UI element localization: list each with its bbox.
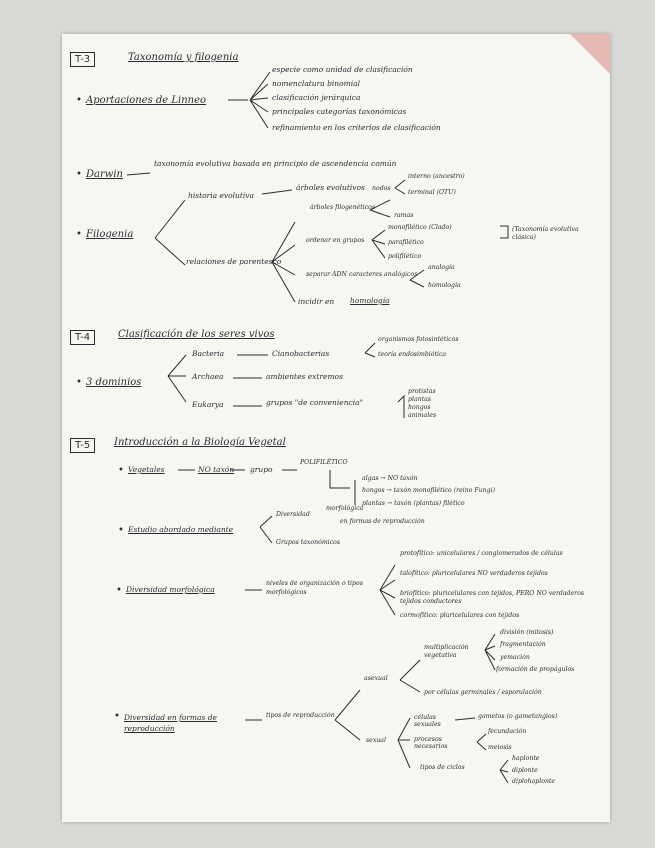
- briofitico: briofítico: pluricelulares con tejidos, PERO NO verdaderos tejidos conductores: [400, 590, 585, 606]
- fragmentacion: fragmentación: [500, 641, 546, 648]
- taxonomia-cladistica: (Taxonomía evolutiva clásica): [512, 226, 579, 242]
- bullet: •: [118, 465, 124, 476]
- polifiletico: polifilético: [388, 253, 422, 260]
- grupos-conveniencia: grupos "de conveniencia": [266, 398, 364, 407]
- dominios-label: 3 dominios: [86, 377, 142, 388]
- parafiletico: parafilético: [388, 239, 424, 246]
- gametos: gametos (o gametangios): [478, 713, 558, 720]
- organismos-fotosinteticos: organismos fotosintéticos: [378, 336, 459, 343]
- bullet: •: [116, 585, 122, 596]
- bullet: •: [118, 525, 124, 536]
- bullet: •: [76, 377, 82, 388]
- historia-evolutiva: historia evolutiva: [188, 191, 254, 200]
- diplonte: diplonte: [512, 767, 538, 774]
- tipos-reproduccion: tipos de reproducción: [266, 712, 335, 719]
- no-taxon: NO taxón: [198, 465, 235, 474]
- polifiletico-t5: POLIFILÉTICO: [300, 459, 348, 466]
- talofitico: talofítico: pluricelulares NO verdaderos tejidos: [400, 570, 548, 577]
- celulas-germinales: por células germinales / esporulación: [424, 689, 542, 696]
- nodo-terminal: terminal (OTU): [408, 189, 456, 196]
- estudio-label: Estudio abordado mediante: [128, 525, 234, 534]
- formacion-propagulos: formación de propágulos: [496, 666, 575, 673]
- celulas-sexuales: células sexuales: [414, 714, 441, 729]
- arboles-evolutivos: árboles evolutivos: [296, 183, 365, 192]
- diversidad: Diversidad: [276, 511, 310, 518]
- hongos-t5: hongos → taxón monofilético (reino Fungi): [362, 487, 496, 494]
- niveles-organizacion: niveles de organización o tipos morfológicos: [266, 580, 363, 596]
- algas: algas → NO taxón: [362, 475, 418, 482]
- bullet: •: [76, 169, 82, 180]
- darwin-text: taxonomía evolutiva basada en principio de ascendencia común: [154, 159, 397, 168]
- teoria-endosimbiotica: teoría endosimbiótica: [378, 351, 447, 358]
- section-label-t5: T-5: [70, 438, 95, 453]
- grupos-taxonomicos: Grupos taxonómicos: [276, 539, 341, 546]
- ramas: ramas: [394, 212, 414, 219]
- bullet: •: [76, 95, 82, 106]
- incidir-en: incidir en: [298, 297, 335, 306]
- section-title-t4: Clasificación de los seres vivos: [118, 329, 275, 340]
- section-title-t5: Introducción a la Biología Vegetal: [114, 437, 286, 448]
- haplonte: haplonte: [512, 755, 540, 762]
- cormofitico: cormofítico: pluricelulares con tejidos: [400, 612, 520, 619]
- formas-reproduccion: en formas de reproducción: [340, 518, 425, 525]
- nodo-interno: interno (ancestro): [408, 173, 465, 180]
- homologia-underlined: homología: [350, 296, 390, 305]
- vegetales: Vegetales: [128, 465, 165, 474]
- separar-caracteres: separar ADN caracteres analógicos: [306, 271, 418, 278]
- meiosis: meiosis: [488, 744, 512, 751]
- sexual: sexual: [366, 737, 386, 744]
- diversidad-reproduccion: Diversidad en formas de reproducción: [124, 713, 217, 734]
- nodos: nodos: [372, 185, 391, 192]
- ordenar-grupos: ordenar en grupos: [306, 237, 365, 244]
- homologia: homología: [428, 282, 461, 289]
- protofitico: protofítico: unicelulares / conglomerados de células: [400, 550, 563, 557]
- diplohaplonte: diplohaplonte: [512, 778, 556, 785]
- monofiletico: monofilético (Clado): [388, 224, 452, 231]
- morfologica: morfológica: [326, 505, 364, 512]
- plantas: plantas: [408, 396, 431, 403]
- filogenia-label: Filogenia: [86, 229, 134, 240]
- linneo-item: especie como unidad de clasificación: [272, 65, 413, 74]
- plantas-t5: plantas → taxón (plantas) filético: [362, 500, 465, 507]
- linneo-label: Aportaciones de Linneo: [86, 95, 207, 106]
- ambientes-extremos: ambientes extremos: [266, 372, 343, 381]
- section-label-t4: T-4: [70, 330, 95, 345]
- arboles-filogeneticos: árboles filogenéticos: [310, 204, 376, 211]
- grupo: grupo: [250, 465, 273, 474]
- multiplicacion-vegetativa: multiplicación vegetativa: [424, 644, 469, 660]
- linneo-item: clasificación jerárquica: [272, 93, 361, 102]
- tipos-ciclos: tipos de ciclos: [420, 764, 465, 771]
- section-label-t3: T-3: [70, 52, 95, 67]
- division-mitosis: división (mitosis): [500, 629, 554, 636]
- bacteria: Bacteria: [192, 349, 225, 358]
- animales: animales: [408, 412, 437, 419]
- asexual: asexual: [364, 675, 388, 682]
- hongos: hongos: [408, 404, 431, 411]
- analogia: analogía: [428, 264, 455, 271]
- eukarya: Eukarya: [192, 400, 224, 409]
- diversidad-morfologica: Diversidad morfológica: [126, 585, 215, 594]
- section-title-t3: Taxonomía y filogenia: [128, 52, 239, 63]
- fecundacion: fecundación: [488, 728, 527, 735]
- archaea: Archaea: [192, 372, 224, 381]
- yemacion: yemación: [500, 654, 530, 661]
- relaciones-parentesco: relaciones de parentesco: [186, 257, 282, 266]
- cianobacterias: Cianobacterias: [272, 349, 330, 358]
- linneo-item: refinamiento en los criterios de clasificación: [272, 123, 441, 132]
- protistas: protistas: [408, 388, 436, 395]
- linneo-item: principales categorías taxonómicas: [272, 107, 407, 116]
- bullet: •: [76, 229, 82, 240]
- linneo-item: nomenclatura binomial: [272, 79, 361, 88]
- procesos-necesarios: procesos necesarios: [414, 736, 448, 751]
- bullet: •: [114, 711, 120, 722]
- darwin-label: Darwin: [86, 169, 123, 180]
